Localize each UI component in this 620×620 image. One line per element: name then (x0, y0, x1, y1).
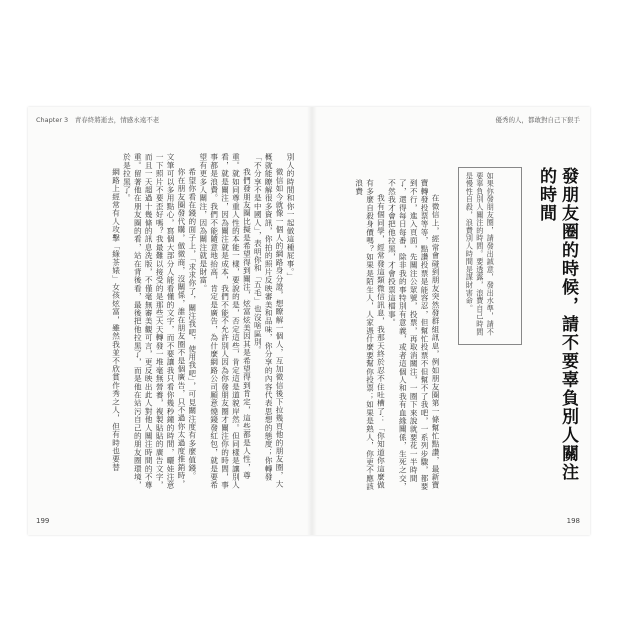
book-spread (28, 107, 590, 535)
page-number-left: 199 (36, 517, 50, 525)
chapter-summary-box (458, 167, 522, 345)
paragraph: 微信如今就像一個人的網路身分證，想瞭解一個人，互加微信後下拉幾頁他的朋友圈，大概就能瞭解很多資訊，你拍的照片反映審美和品味，你分享的內容代表思想的態度；你轉發「不分享不是中國人」，表明你和「五毛」也沒啥區別。 (253, 153, 285, 488)
paragraph: 我們發朋友圈比擬是希望得到關注，炫富炫美因其是希望得到肯定，這些都是人性，尊重。就如同尊重人性的本能一樣，要說的是，否定這些，肯定這是道貌岸然。但同樣是讓別人看，就是關注，因為關注就是成本，我們不能不允許別人因為你發朋友圈才關注你的時間，事事都是浪費。我們不能隨意地抬高，肯定是廣告，為什麼網路公司願意燒錢發紅包，就是要希望有更多人關注，因為關注就是財富。 (198, 153, 252, 490)
paragraph: 你在朋友圈發代購，做微商，沒關係，誰在朋友圈不是個廣告，只不過你太過度推銷時，文筆可以多用點心，寫個大部分人能看懂的文字，而不要讓我只看你幾秒鐘的時間，曬娃注意一下照片不要歪好嗎？我最難以接受的是那些天天轉發一堆毫無營養，複製貼貼的廣告文字，而且一天超過十幾條的訊息洗版，不僅毫無審美觀可言，更反映出此人對他人關注時間的不尊重。留著他在朋友圈的看，站在背後看，最後把他拉黑了，而是他在站污自己的朋友圈環境，於是拉黑了。 (122, 153, 186, 490)
left-page-body (38, 153, 295, 495)
paragraph: 別人的時間和你一起做這種屁事。」 (286, 153, 295, 281)
chapter-title: 發朋友圈的時候，請不要辜負別人關注的時間 (536, 167, 578, 482)
paragraph: 我有個同學，經常發這類微信訊息，我那天終於忍不住吐槽了：「你知道你這麼做有多麼自殺身價嗎？如果是陌生人，人家憑什麼要幫你投票；如果是熟人，你更不應該浪費 (354, 179, 386, 491)
page-gutter (307, 107, 317, 535)
chapter-summary: 如果你發朋友圈，請發出誠意，發出水準，請不要辜負別人關注的時間。要透露，浪費自己時間是慢性自殺，浪費別人時間是謀財害命。 (465, 172, 496, 336)
running-header-right: 優秀的人，都敢對自己下狠手 (495, 116, 580, 124)
paragraph: 網路上經常有人攻擊「綠茶婊」女孩炫富，雖然我並不欣賞作秀之人，但有時也要替 (111, 168, 121, 472)
running-header-left: Chapter 3 青春終將逝去，情感永遠不老 (36, 116, 160, 124)
page-number-right: 198 (566, 517, 580, 525)
paragraph: 在微信上，經常會碰到朋友突然發群組訊息，例如朋友圈第一條幫忙點讚，最新寶寶轉發投票等等，點讚投票是能容忍，但幫忙投票不但幫不了我吧，一系列步驟，都要到不行，進入頁面，先關注公眾號，投票，再取消關注，一圈下來說就要花一半時間了，還得每日每番，除非我的事特別有意義，或者這個人和我有血緣關係，生死之交，不然我才會把他拉黑，才會投票這檔事。 (387, 179, 440, 491)
right-page-body (324, 179, 440, 495)
paragraph: 希望你看在錢的面子上，「求求你了，關注我吧，使用我吧」，可見關注度有多麼值錢。 (187, 168, 197, 481)
